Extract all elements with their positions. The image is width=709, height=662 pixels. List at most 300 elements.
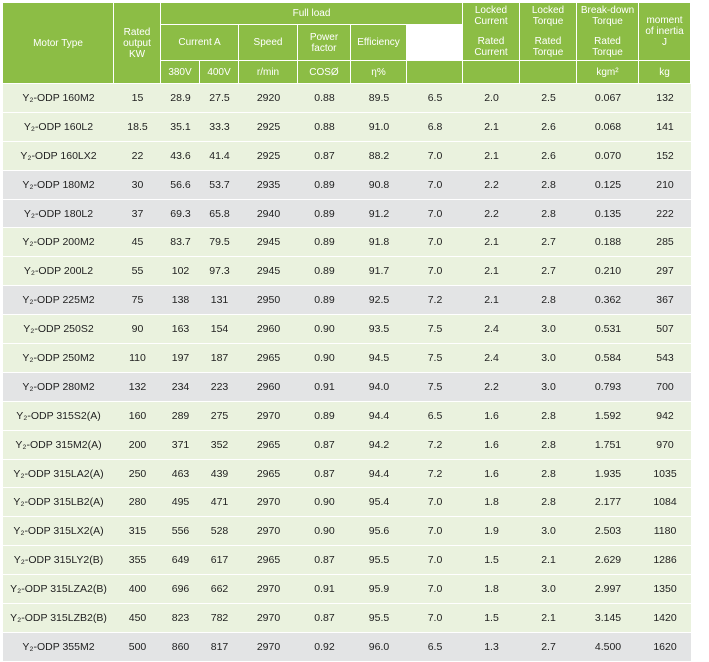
cell-motor-type: Y₂-ODP 315LZA2(B) <box>3 575 114 604</box>
cell-speed: 2920 <box>239 84 298 113</box>
cell-weight: 1286 <box>639 546 691 575</box>
cell-current-400v: 187 <box>200 344 239 373</box>
cell-current-400v: 65.8 <box>200 200 239 229</box>
table-row <box>3 373 691 402</box>
cell-efficiency: 95.6 <box>351 517 407 546</box>
cell-motor-type: Y₂-ODP 225M2 <box>3 286 114 315</box>
table-row <box>3 257 691 286</box>
cell-current-380v: 163 <box>161 315 200 344</box>
cell-efficiency: 94.4 <box>351 402 407 431</box>
cell-current-400v: 528 <box>200 517 239 546</box>
header-power-factor-line-1: Power <box>309 31 339 43</box>
header-current: Current A <box>161 25 239 61</box>
header-moment-inertia-line-3: J <box>662 37 667 48</box>
cell-locked-torque-ratio: 2.2 <box>463 171 520 200</box>
cell-weight: 507 <box>639 315 691 344</box>
cell-efficiency: 94.4 <box>351 460 407 489</box>
cell-speed: 2970 <box>239 488 298 517</box>
table-row <box>3 431 691 460</box>
cell-current-400v: 154 <box>200 315 239 344</box>
table-row <box>3 315 691 344</box>
cell-locked-current-ratio: 7.0 <box>407 171 463 200</box>
table-header <box>3 3 691 84</box>
unit-weight: kg <box>639 61 691 84</box>
header-moment-inertia <box>639 3 691 61</box>
cell-locked-torque-ratio: 1.3 <box>463 633 520 662</box>
cell-power-factor: 0.90 <box>298 315 351 344</box>
cell-breakdown-torque-ratio: 3.0 <box>520 517 577 546</box>
cell-locked-torque-ratio: 2.1 <box>463 142 520 171</box>
header-rated-output-line-1: Rated <box>123 26 151 38</box>
cell-moment-of-inertia: 2.177 <box>577 488 639 517</box>
cell-power-factor: 0.90 <box>298 517 351 546</box>
cell-efficiency: 91.7 <box>351 257 407 286</box>
cell-power-factor: 0.89 <box>298 228 351 257</box>
table-row <box>3 200 691 229</box>
table-row <box>3 228 691 257</box>
unit-380v: 380V <box>161 61 200 84</box>
cell-power-factor: 0.87 <box>298 460 351 489</box>
cell-moment-of-inertia: 3.145 <box>577 604 639 633</box>
header-full-load: Full load <box>161 3 463 25</box>
cell-power-factor: 0.88 <box>298 84 351 113</box>
cell-rated-output: 75 <box>114 286 161 315</box>
cell-weight: 942 <box>639 402 691 431</box>
cell-efficiency: 91.2 <box>351 200 407 229</box>
cell-power-factor: 0.89 <box>298 171 351 200</box>
cell-breakdown-torque-ratio: 2.8 <box>520 286 577 315</box>
cell-moment-of-inertia: 0.070 <box>577 142 639 171</box>
cell-current-380v: 860 <box>161 633 200 662</box>
cell-breakdown-torque-ratio: 3.0 <box>520 315 577 344</box>
cell-locked-current-ratio: 6.8 <box>407 113 463 142</box>
cell-breakdown-torque-ratio: 3.0 <box>520 373 577 402</box>
motor-data-sheet <box>3 3 691 662</box>
cell-breakdown-torque-ratio: 2.6 <box>520 113 577 142</box>
cell-motor-type: Y₂-ODP 160L2 <box>3 113 114 142</box>
cell-moment-of-inertia: 1.592 <box>577 402 639 431</box>
cell-rated-output: 160 <box>114 402 161 431</box>
cell-current-380v: 234 <box>161 373 200 402</box>
cell-efficiency: 94.5 <box>351 344 407 373</box>
cell-locked-current-ratio: 7.0 <box>407 228 463 257</box>
cell-locked-torque-ratio: 2.1 <box>463 286 520 315</box>
cell-weight: 132 <box>639 84 691 113</box>
header-locked-current <box>463 3 520 61</box>
cell-speed: 2950 <box>239 286 298 315</box>
cell-current-400v: 439 <box>200 460 239 489</box>
cell-breakdown-torque-ratio: 2.8 <box>520 488 577 517</box>
header-motor-type: Motor Type <box>3 3 114 84</box>
cell-locked-current-ratio: 7.0 <box>407 575 463 604</box>
header-rated-output-line-2: output <box>123 37 151 49</box>
cell-rated-output: 200 <box>114 431 161 460</box>
cell-motor-type: Y₂-ODP 355M2 <box>3 633 114 662</box>
cell-rated-output: 90 <box>114 315 161 344</box>
cell-efficiency: 88.2 <box>351 142 407 171</box>
cell-moment-of-inertia: 0.362 <box>577 286 639 315</box>
table-row <box>3 402 691 431</box>
cell-locked-current-ratio: 6.5 <box>407 633 463 662</box>
cell-speed: 2960 <box>239 315 298 344</box>
cell-current-400v: 352 <box>200 431 239 460</box>
cell-locked-current-ratio: 6.5 <box>407 402 463 431</box>
cell-locked-current-ratio: 7.0 <box>407 546 463 575</box>
cell-weight: 700 <box>639 373 691 402</box>
header-locked-torque-line-2: Torque <box>532 16 564 27</box>
cell-locked-current-ratio: 7.5 <box>407 373 463 402</box>
unit-cos-phi: COSØ <box>298 61 351 84</box>
cell-motor-type: Y₂-ODP 315LY2(B) <box>3 546 114 575</box>
cell-power-factor: 0.90 <box>298 488 351 517</box>
table-row <box>3 142 691 171</box>
cell-speed: 2965 <box>239 431 298 460</box>
cell-current-400v: 41.4 <box>200 142 239 171</box>
header-efficiency: Efficiency <box>351 25 407 61</box>
cell-locked-current-ratio: 7.5 <box>407 315 463 344</box>
cell-locked-current-ratio: 7.2 <box>407 431 463 460</box>
cell-current-380v: 138 <box>161 286 200 315</box>
cell-moment-of-inertia: 0.584 <box>577 344 639 373</box>
cell-locked-torque-ratio: 2.0 <box>463 84 520 113</box>
header-power-factor <box>298 25 351 61</box>
cell-motor-type: Y₂-ODP 160M2 <box>3 84 114 113</box>
header-locked-current-line-1: Locked <box>474 5 508 16</box>
cell-locked-torque-ratio: 2.2 <box>463 373 520 402</box>
cell-speed: 2945 <box>239 257 298 286</box>
cell-power-factor: 0.91 <box>298 575 351 604</box>
cell-efficiency: 94.2 <box>351 431 407 460</box>
cell-efficiency: 89.5 <box>351 84 407 113</box>
cell-efficiency: 95.5 <box>351 546 407 575</box>
cell-moment-of-inertia: 2.503 <box>577 517 639 546</box>
cell-locked-torque-ratio: 2.1 <box>463 257 520 286</box>
cell-current-400v: 782 <box>200 604 239 633</box>
cell-locked-torque-ratio: 1.6 <box>463 431 520 460</box>
cell-locked-current-ratio: 7.2 <box>407 286 463 315</box>
cell-efficiency: 95.9 <box>351 575 407 604</box>
cell-power-factor: 0.87 <box>298 546 351 575</box>
header-rated-current-line-2: Current <box>474 47 508 58</box>
cell-moment-of-inertia: 4.500 <box>577 633 639 662</box>
cell-breakdown-torque-ratio: 2.7 <box>520 228 577 257</box>
cell-efficiency: 95.4 <box>351 488 407 517</box>
cell-breakdown-torque-ratio: 2.8 <box>520 171 577 200</box>
cell-weight: 297 <box>639 257 691 286</box>
header-moment-inertia-line-1: moment <box>646 15 683 26</box>
cell-speed: 2945 <box>239 228 298 257</box>
cell-breakdown-torque-ratio: 3.0 <box>520 344 577 373</box>
unit-speed: r/min <box>239 61 298 84</box>
cell-efficiency: 96.0 <box>351 633 407 662</box>
cell-current-380v: 495 <box>161 488 200 517</box>
unit-locked-current-blank <box>407 61 463 84</box>
cell-motor-type: Y₂-ODP 180M2 <box>3 171 114 200</box>
cell-motor-type: Y₂-ODP 200M2 <box>3 228 114 257</box>
cell-locked-torque-ratio: 2.1 <box>463 113 520 142</box>
table-row <box>3 633 691 662</box>
cell-moment-of-inertia: 1.751 <box>577 431 639 460</box>
cell-efficiency: 93.5 <box>351 315 407 344</box>
cell-breakdown-torque-ratio: 2.7 <box>520 633 577 662</box>
cell-speed: 2965 <box>239 344 298 373</box>
cell-weight: 210 <box>639 171 691 200</box>
cell-efficiency: 94.0 <box>351 373 407 402</box>
cell-speed: 2970 <box>239 633 298 662</box>
cell-locked-current-ratio: 7.0 <box>407 200 463 229</box>
cell-speed: 2925 <box>239 113 298 142</box>
cell-locked-torque-ratio: 2.2 <box>463 200 520 229</box>
cell-speed: 2940 <box>239 200 298 229</box>
cell-current-400v: 662 <box>200 575 239 604</box>
cell-speed: 2970 <box>239 517 298 546</box>
header-moment-inertia-line-2: of inertia <box>645 26 684 37</box>
cell-power-factor: 0.91 <box>298 373 351 402</box>
cell-speed: 2965 <box>239 546 298 575</box>
cell-power-factor: 0.88 <box>298 113 351 142</box>
cell-speed: 2970 <box>239 575 298 604</box>
cell-locked-torque-ratio: 2.4 <box>463 344 520 373</box>
header-rated-torque2-line-2: Torque <box>592 47 623 58</box>
table-row <box>3 286 691 315</box>
cell-power-factor: 0.90 <box>298 344 351 373</box>
table-row <box>3 604 691 633</box>
cell-weight: 152 <box>639 142 691 171</box>
table-row <box>3 84 691 113</box>
table-row <box>3 546 691 575</box>
cell-moment-of-inertia: 0.068 <box>577 113 639 142</box>
cell-breakdown-torque-ratio: 2.1 <box>520 546 577 575</box>
cell-motor-type: Y₂-ODP 315M2(A) <box>3 431 114 460</box>
unit-locked-torque-blank <box>463 61 520 84</box>
header-breakdown-torque-line-1: Break-down <box>580 5 635 16</box>
cell-locked-current-ratio: 7.0 <box>407 257 463 286</box>
header-speed: Speed <box>239 25 298 61</box>
cell-current-400v: 223 <box>200 373 239 402</box>
cell-moment-of-inertia: 0.793 <box>577 373 639 402</box>
table-row <box>3 488 691 517</box>
cell-rated-output: 37 <box>114 200 161 229</box>
cell-locked-current-ratio: 7.0 <box>407 517 463 546</box>
header-rated-output-line-3: KW <box>128 48 146 60</box>
cell-breakdown-torque-ratio: 2.5 <box>520 84 577 113</box>
cell-current-400v: 131 <box>200 286 239 315</box>
cell-current-380v: 43.6 <box>161 142 200 171</box>
cell-speed: 2960 <box>239 373 298 402</box>
cell-weight: 1620 <box>639 633 691 662</box>
cell-current-380v: 696 <box>161 575 200 604</box>
cell-rated-output: 30 <box>114 171 161 200</box>
cell-power-factor: 0.92 <box>298 633 351 662</box>
cell-current-380v: 823 <box>161 604 200 633</box>
cell-weight: 970 <box>639 431 691 460</box>
cell-moment-of-inertia: 0.125 <box>577 171 639 200</box>
cell-breakdown-torque-ratio: 2.8 <box>520 200 577 229</box>
cell-current-400v: 53.7 <box>200 171 239 200</box>
cell-current-380v: 289 <box>161 402 200 431</box>
cell-locked-torque-ratio: 1.9 <box>463 517 520 546</box>
cell-current-380v: 102 <box>161 257 200 286</box>
cell-locked-torque-ratio: 2.1 <box>463 228 520 257</box>
cell-weight: 367 <box>639 286 691 315</box>
cell-power-factor: 0.87 <box>298 142 351 171</box>
header-locked-current-line-2: Current <box>474 16 508 27</box>
cell-moment-of-inertia: 1.935 <box>577 460 639 489</box>
cell-weight: 543 <box>639 344 691 373</box>
cell-speed: 2970 <box>239 402 298 431</box>
cell-rated-output: 500 <box>114 633 161 662</box>
header-rated-current-line-1: Rated <box>477 36 505 47</box>
table-row <box>3 575 691 604</box>
header-locked-torque-line-1: Locked <box>531 5 565 16</box>
cell-current-380v: 83.7 <box>161 228 200 257</box>
table-row <box>3 460 691 489</box>
cell-motor-type: Y₂-ODP 250M2 <box>3 344 114 373</box>
header-power-factor-line-2: factor <box>311 42 337 54</box>
cell-weight: 1035 <box>639 460 691 489</box>
cell-moment-of-inertia: 0.210 <box>577 257 639 286</box>
cell-weight: 222 <box>639 200 691 229</box>
cell-rated-output: 15 <box>114 84 161 113</box>
header-locked-torque <box>520 3 577 61</box>
unit-breakdown-torque-blank <box>520 61 577 84</box>
cell-locked-torque-ratio: 1.8 <box>463 488 520 517</box>
cell-locked-current-ratio: 7.5 <box>407 344 463 373</box>
cell-weight: 1180 <box>639 517 691 546</box>
header-rated-torque-line-2: Torque <box>532 47 564 58</box>
table-row <box>3 517 691 546</box>
header-rated-output <box>114 3 161 84</box>
cell-locked-current-ratio: 7.2 <box>407 460 463 489</box>
cell-weight: 141 <box>639 113 691 142</box>
cell-current-380v: 556 <box>161 517 200 546</box>
table-row <box>3 113 691 142</box>
cell-locked-torque-ratio: 1.8 <box>463 575 520 604</box>
cell-current-400v: 97.3 <box>200 257 239 286</box>
cell-locked-torque-ratio: 1.5 <box>463 546 520 575</box>
cell-breakdown-torque-ratio: 3.0 <box>520 575 577 604</box>
cell-efficiency: 92.5 <box>351 286 407 315</box>
cell-moment-of-inertia: 0.067 <box>577 84 639 113</box>
cell-locked-current-ratio: 7.0 <box>407 604 463 633</box>
cell-motor-type: Y₂-ODP 200L2 <box>3 257 114 286</box>
cell-current-400v: 817 <box>200 633 239 662</box>
cell-current-380v: 197 <box>161 344 200 373</box>
cell-speed: 2925 <box>239 142 298 171</box>
cell-current-400v: 617 <box>200 546 239 575</box>
cell-weight: 1350 <box>639 575 691 604</box>
cell-rated-output: 400 <box>114 575 161 604</box>
header-breakdown-torque-line-2: Torque <box>592 16 623 27</box>
header-rated-torque2-line-1: Rated <box>594 36 621 47</box>
cell-weight: 285 <box>639 228 691 257</box>
cell-motor-type: Y₂-ODP 315LA2(A) <box>3 460 114 489</box>
cell-moment-of-inertia: 0.135 <box>577 200 639 229</box>
cell-current-380v: 28.9 <box>161 84 200 113</box>
unit-inertia: kgm² <box>577 61 639 84</box>
table-body <box>3 84 691 662</box>
cell-power-factor: 0.89 <box>298 286 351 315</box>
unit-400v: 400V <box>200 61 239 84</box>
cell-current-380v: 463 <box>161 460 200 489</box>
cell-motor-type: Y₂-ODP 160LX2 <box>3 142 114 171</box>
cell-motor-type: Y₂-ODP 315LZB2(B) <box>3 604 114 633</box>
cell-locked-current-ratio: 7.0 <box>407 488 463 517</box>
cell-breakdown-torque-ratio: 2.7 <box>520 257 577 286</box>
cell-current-380v: 371 <box>161 431 200 460</box>
motor-spec-table <box>3 3 691 662</box>
cell-efficiency: 91.0 <box>351 113 407 142</box>
cell-breakdown-torque-ratio: 2.8 <box>520 431 577 460</box>
cell-locked-current-ratio: 7.0 <box>407 142 463 171</box>
cell-moment-of-inertia: 0.531 <box>577 315 639 344</box>
cell-power-factor: 0.89 <box>298 257 351 286</box>
cell-rated-output: 45 <box>114 228 161 257</box>
cell-breakdown-torque-ratio: 2.1 <box>520 604 577 633</box>
cell-current-400v: 27.5 <box>200 84 239 113</box>
cell-current-400v: 33.3 <box>200 113 239 142</box>
cell-rated-output: 132 <box>114 373 161 402</box>
cell-rated-output: 280 <box>114 488 161 517</box>
cell-current-380v: 649 <box>161 546 200 575</box>
cell-moment-of-inertia: 2.629 <box>577 546 639 575</box>
unit-efficiency: η% <box>351 61 407 84</box>
cell-motor-type: Y₂-ODP 315LX2(A) <box>3 517 114 546</box>
cell-speed: 2965 <box>239 460 298 489</box>
cell-weight: 1084 <box>639 488 691 517</box>
cell-moment-of-inertia: 2.997 <box>577 575 639 604</box>
cell-rated-output: 55 <box>114 257 161 286</box>
cell-motor-type: Y₂-ODP 250S2 <box>3 315 114 344</box>
header-rated-torque-line-1: Rated <box>534 36 562 47</box>
cell-efficiency: 95.5 <box>351 604 407 633</box>
cell-rated-output: 22 <box>114 142 161 171</box>
cell-moment-of-inertia: 0.188 <box>577 228 639 257</box>
table-row <box>3 171 691 200</box>
cell-locked-torque-ratio: 1.6 <box>463 460 520 489</box>
cell-rated-output: 110 <box>114 344 161 373</box>
cell-motor-type: Y₂-ODP 315S2(A) <box>3 402 114 431</box>
cell-power-factor: 0.87 <box>298 604 351 633</box>
cell-locked-current-ratio: 6.5 <box>407 84 463 113</box>
cell-breakdown-torque-ratio: 2.8 <box>520 460 577 489</box>
cell-power-factor: 0.89 <box>298 200 351 229</box>
cell-current-380v: 35.1 <box>161 113 200 142</box>
cell-rated-output: 315 <box>114 517 161 546</box>
cell-current-380v: 69.3 <box>161 200 200 229</box>
cell-motor-type: Y₂-ODP 180L2 <box>3 200 114 229</box>
cell-motor-type: Y₂-ODP 280M2 <box>3 373 114 402</box>
cell-current-400v: 275 <box>200 402 239 431</box>
cell-rated-output: 450 <box>114 604 161 633</box>
cell-breakdown-torque-ratio: 2.8 <box>520 402 577 431</box>
cell-current-380v: 56.6 <box>161 171 200 200</box>
cell-motor-type: Y₂-ODP 315LB2(A) <box>3 488 114 517</box>
cell-rated-output: 250 <box>114 460 161 489</box>
cell-efficiency: 91.8 <box>351 228 407 257</box>
cell-rated-output: 18.5 <box>114 113 161 142</box>
header-breakdown-torque <box>577 3 639 61</box>
cell-efficiency: 90.8 <box>351 171 407 200</box>
cell-power-factor: 0.87 <box>298 431 351 460</box>
cell-breakdown-torque-ratio: 2.6 <box>520 142 577 171</box>
cell-speed: 2970 <box>239 604 298 633</box>
cell-locked-torque-ratio: 2.4 <box>463 315 520 344</box>
cell-locked-torque-ratio: 1.5 <box>463 604 520 633</box>
table-row <box>3 344 691 373</box>
cell-power-factor: 0.89 <box>298 402 351 431</box>
cell-weight: 1420 <box>639 604 691 633</box>
